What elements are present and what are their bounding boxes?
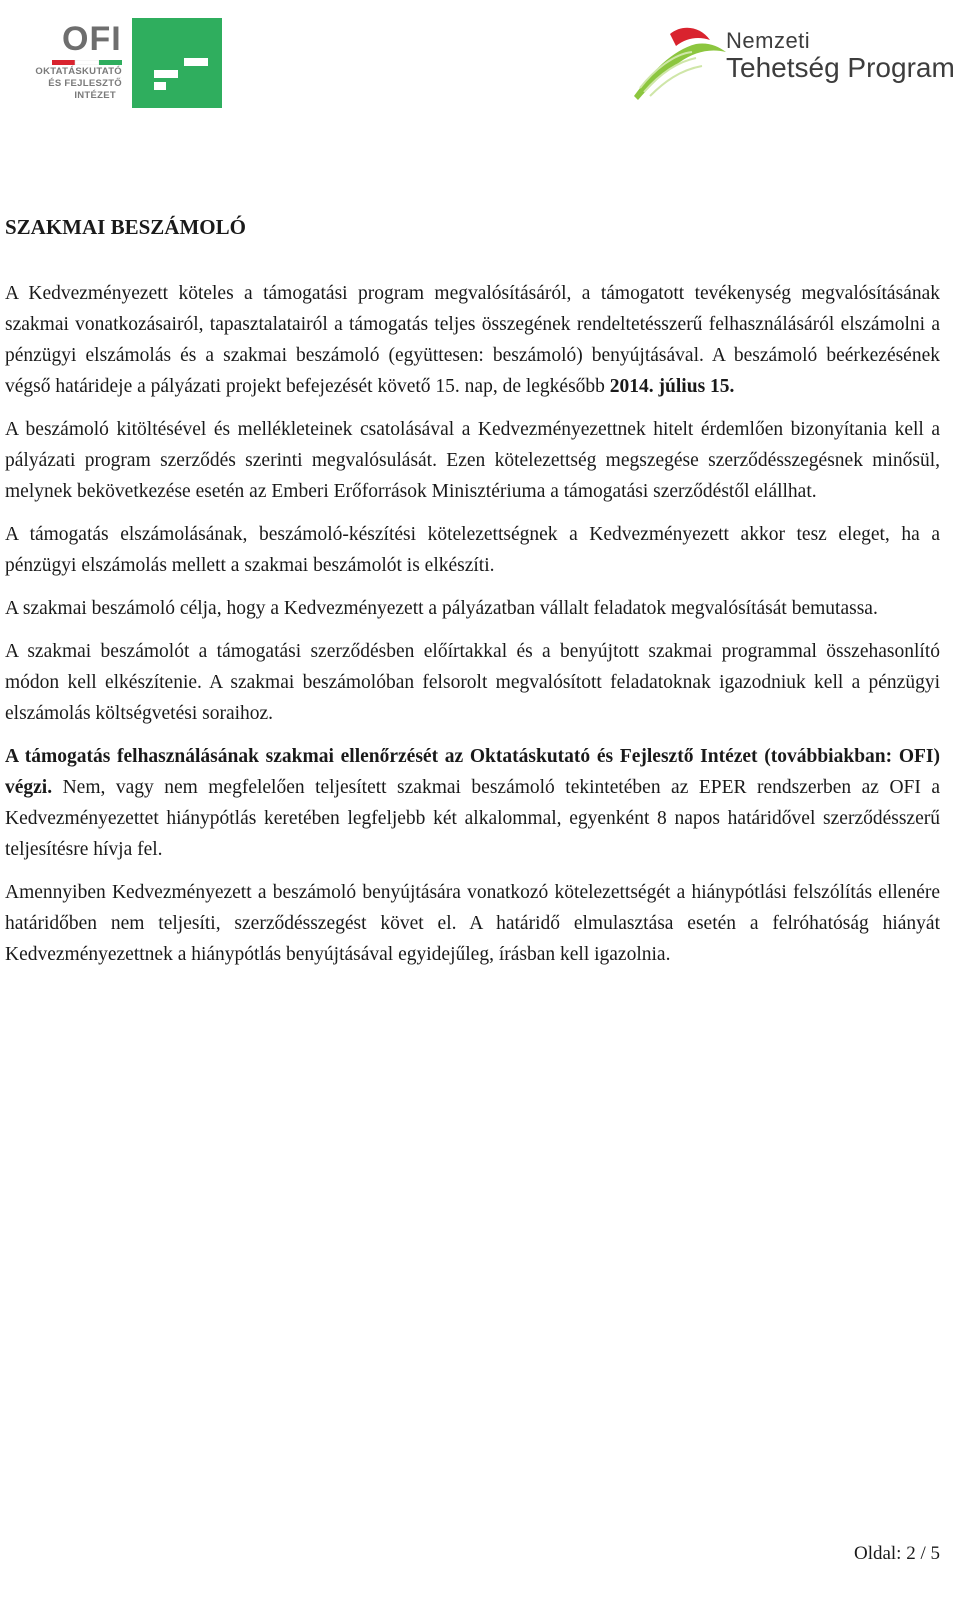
ntp-swoosh-icon	[630, 26, 730, 102]
ofi-logo	[24, 16, 224, 114]
page-title: SZAKMAI BESZÁMOLÓ	[5, 215, 246, 239]
ofi-flag-stripe	[52, 60, 122, 65]
ofi-logo-line1: OKTATÁSKUTATÓ	[35, 66, 122, 77]
document-body	[5, 212, 940, 982]
ofi-logo-line3: INTÉZET	[74, 90, 116, 101]
ofi-logo-line2: ÉS FEJLESZTŐ	[48, 78, 122, 89]
ofi-logo-text	[24, 16, 124, 114]
paragraph-6	[5, 741, 940, 865]
paragraph-6-bold: A támogatás felhasználásának szakmai ellenőrzését az Oktatáskutató és Fejlesztő Intézet (továbbiakban: OFI) végzi.	[5, 746, 940, 798]
paragraph-6-text: Nem, vagy nem megfelelően teljesített szakmai beszámoló tekintetében az EPER rendszerben az OFI a Kedvezményezettet hiánypótlás keretében legfeljebb két alkalommal, egyenként 8 napos határidővel szerződésszerű teljesítésre hívja fel.	[5, 777, 940, 860]
ntp-logo	[630, 22, 955, 102]
paragraph-7: Amennyiben Kedvezményezett a beszámoló benyújtására vonatkozó kötelezettségét a hiánypótlási felszólítás ellenére határidőben nem teljesíti, szerződésszegést követ el. A határidő elmulasztása esetén a felróhatóság hiányát Kedvezményezettnek a hiánypótlás benyújtásával egyidejűleg, írásban kell igazolnia.	[5, 882, 940, 965]
paragraph-4: A szakmai beszámoló célja, hogy a Kedvezményezett a pályázatban vállalt feladatok megvalósítását bemutassa.	[5, 598, 878, 619]
page-number: Oldal: 2 / 5	[853, 1543, 940, 1564]
paragraph-1-deadline: 2014. július 15.	[609, 376, 735, 397]
paragraph-1	[5, 278, 940, 402]
ntp-logo-line1: Nemzeti	[726, 28, 811, 53]
paragraph-1-text: A Kedvezményezett köteles a támogatási program megvalósításáról, a támogatott tevékenység megvalósításának szakmai vonatkozásairól, tapasztalatairól a támogatás teljes összegének rendeltetésszerű felhasználásáról elszámolni a pénzügyi elszámolás és a szakmai beszámoló (együttesen: beszámoló) benyújtásával. A beszámoló beérkezésének végső határideje a pályázati projekt befejezését követő 15. nap, de legkésőbb	[5, 283, 940, 397]
paragraph-3: A támogatás elszámolásának, beszámoló-készítési kötelezettségnek a Kedvezményezett akkor tesz eleget, ha a pénzügyi elszámolás mellett a szakmai beszámolót is elkészíti.	[5, 524, 940, 576]
paragraph-5: A szakmai beszámolót a támogatási szerződésben előírtakkal és a benyújtott szakmai programmal összehasonlító módon kell elkészítenie. A szakmai beszámolóban felsorolt megvalósított feladatoknak igazodniuk kell a pénzügyi elszámolás költségvetési soraihoz.	[5, 641, 940, 724]
ofi-logo-wordmark: OFI	[62, 20, 122, 58]
page-header	[0, 0, 960, 130]
ntp-logo-line2: Tehetség Program	[726, 52, 955, 83]
paragraph-2: A beszámoló kitöltésével és mellékleteinek csatolásával a Kedvezményezettnek hitelt érdemlően bizonyítania kell a pályázati program szerződés szerinti megvalósulását. Ezen kötelezettség megszegése szerződésszegésnek minősül, melynek bekövetkezése esetén az Emberi Erőforrások Minisztériuma a támogatási szerződéstől elállhat.	[5, 419, 940, 502]
ofi-green-square-icon	[132, 18, 222, 108]
